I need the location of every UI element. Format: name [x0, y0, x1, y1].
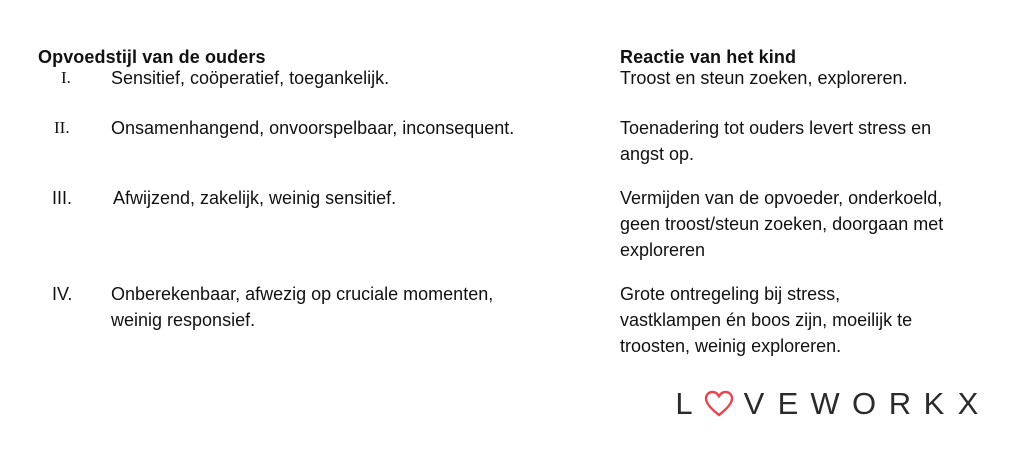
header-child-reaction: Reactie van het kind — [620, 47, 797, 67]
row-numeral: IV. — [52, 284, 73, 304]
logo-letter-k: K — [923, 386, 945, 421]
style-line: Onberekenbaar, afwezig op cruciale momenten, — [111, 284, 494, 304]
header-parenting-style: Opvoedstijl van de ouders — [38, 47, 266, 67]
logo-letter-r: R — [888, 386, 912, 421]
reaction-line: Toenadering tot ouders levert stress en — [620, 118, 932, 138]
child-reaction-text — [620, 65, 990, 91]
parenting-style-text: Onsamenhangend, onvoorspelbaar, inconsequent. — [111, 118, 515, 138]
parenting-style-text: Sensitief, coöperatief, toegankelijk. — [111, 68, 390, 88]
row-numeral: I. — [61, 68, 71, 87]
reaction-line: Vermijden van de opvoeder, onderkoeld, — [620, 188, 943, 208]
heart-icon — [704, 390, 734, 418]
logo-letter-e: E — [777, 386, 799, 421]
logo-letter-l: L — [675, 386, 693, 421]
reaction-line: angst op. — [620, 144, 695, 164]
reaction-line: troosten, weinig exploreren. — [620, 336, 842, 356]
reaction-line: Grote ontregeling bij stress, — [620, 284, 841, 304]
child-reaction-text — [620, 115, 990, 167]
loveworkx-logo — [670, 384, 988, 424]
reaction-line: exploreren — [620, 240, 706, 260]
logo-letter-w: W — [810, 386, 840, 421]
style-line: weinig responsief. — [111, 310, 256, 330]
logo-letter-v: V — [743, 386, 765, 421]
parenting-style-text — [111, 281, 581, 333]
reaction-line: vastklampen én boos zijn, moeilijk te — [620, 310, 913, 330]
logo-letter-o: O — [851, 386, 877, 421]
child-reaction-text — [620, 281, 990, 359]
reaction-line: geen troost/steun zoeken, doorgaan met — [620, 214, 944, 234]
parenting-style-text: Afwijzend, zakelijk, weinig sensitief. — [113, 188, 397, 208]
child-reaction-text — [620, 185, 990, 263]
logo-letter-x: X — [957, 386, 979, 421]
row-numeral: II. — [54, 118, 70, 137]
reaction-line: Troost en steun zoeken, exploreren. — [620, 68, 908, 88]
row-numeral: III. — [52, 188, 73, 208]
